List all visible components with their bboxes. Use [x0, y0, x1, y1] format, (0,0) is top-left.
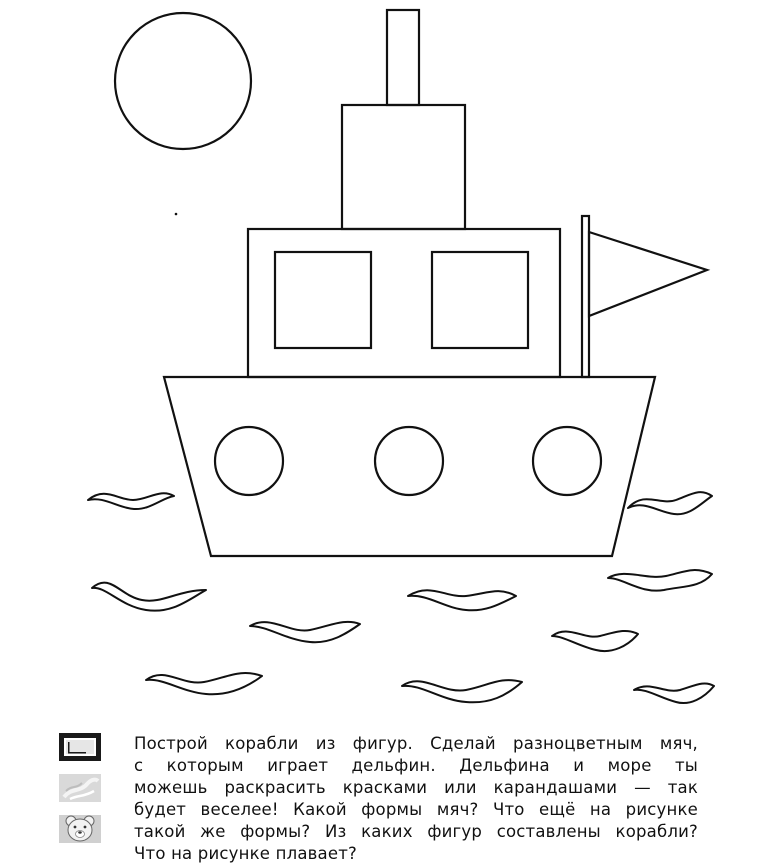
wave [92, 583, 206, 611]
wave [250, 622, 360, 642]
porthole [215, 427, 283, 495]
wave [146, 673, 262, 694]
ship-funnel [387, 10, 419, 105]
task-icons [58, 732, 106, 855]
ship-window-right [432, 252, 528, 348]
stray-dot [175, 213, 178, 216]
wave [608, 570, 712, 591]
porthole [533, 427, 601, 495]
ship-hull [164, 377, 655, 556]
wave [634, 683, 714, 703]
instruction-line: Что на рисунке плавает? [134, 844, 357, 863]
monitor-icon [58, 732, 102, 762]
sun [115, 13, 251, 149]
ship-window-left [275, 252, 371, 348]
porthole [375, 427, 443, 495]
wave [88, 493, 174, 509]
task-instructions [134, 733, 698, 865]
bear-icon [58, 814, 102, 844]
instruction-line: будет веселее! Какой формы мяч? Что ещё на рисунке [134, 800, 698, 819]
paint-brush-icon [58, 773, 102, 803]
wave [402, 680, 522, 702]
wave [408, 590, 516, 610]
instruction-line: такой же формы? Из каких фигур составлены корабли? [134, 822, 698, 841]
instruction-line: с которым играет дельфин. Дельфина и море ты [134, 756, 698, 775]
instruction-line: Построй корабли из фигур. Сделай разноцветным мяч, [134, 734, 698, 753]
ship-flag [589, 232, 707, 316]
ship-upper-cabin [342, 105, 465, 229]
wave [552, 631, 638, 651]
instruction-line: можешь раскрасить красками или карандашами — так [134, 778, 698, 797]
wave [628, 492, 712, 514]
